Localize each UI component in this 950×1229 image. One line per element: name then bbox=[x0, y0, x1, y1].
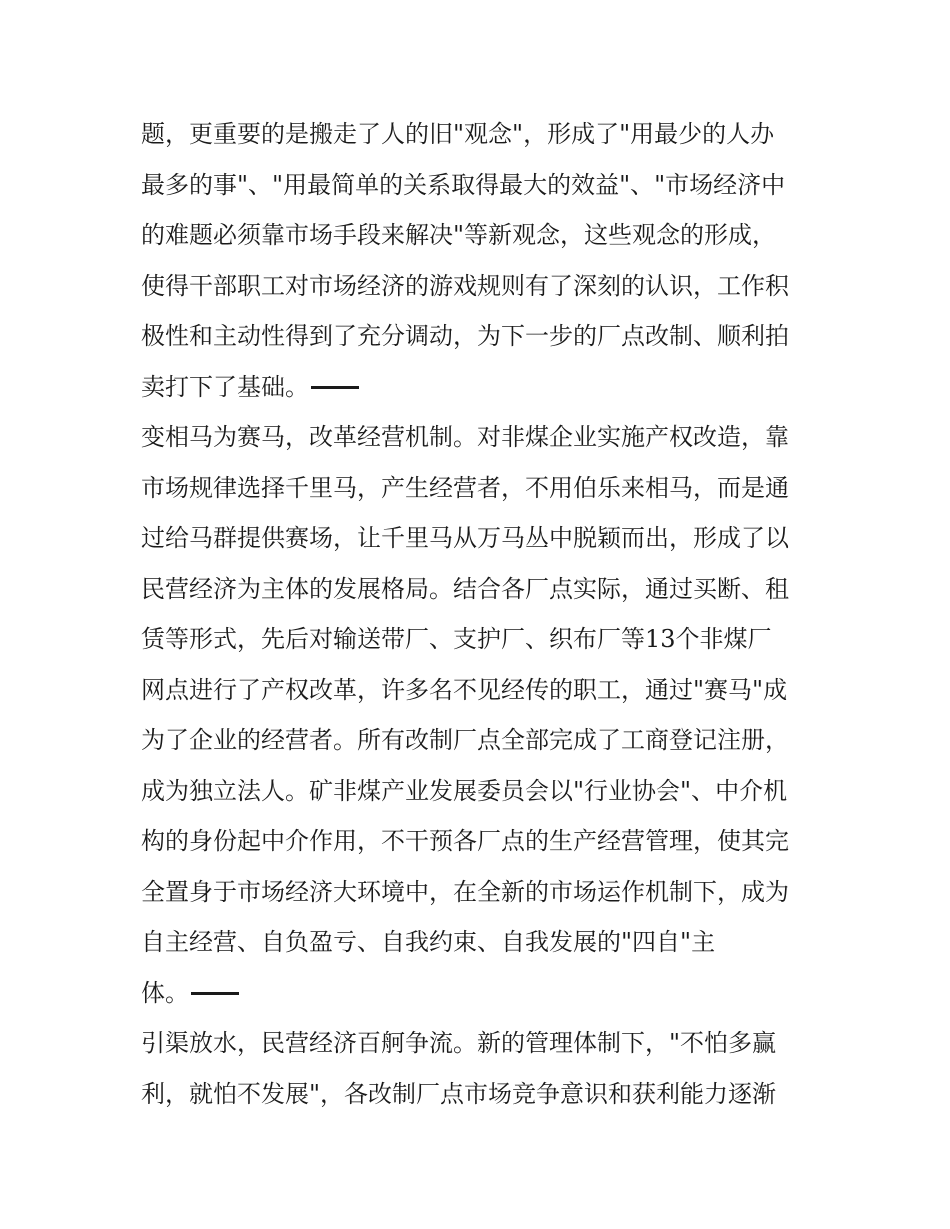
paragraph-2 bbox=[141, 412, 813, 1018]
text-line: 自主经营、自负盈亏、自我约束、自我发展的"四自"主 bbox=[141, 928, 716, 956]
text-line-last bbox=[141, 362, 813, 413]
line-text: 体。 bbox=[141, 978, 189, 1007]
text-line: 过给马群提供赛场，让千里马从万马丛中脱颖而出，形成了以 bbox=[141, 524, 789, 552]
paragraph-1 bbox=[141, 109, 813, 412]
paragraph-3 bbox=[141, 1018, 813, 1119]
text-line: 赁等形式，先后对输送带厂、支护厂、织布厂等13个非煤厂 bbox=[141, 625, 772, 653]
text-line: 市场规律选择千里马，产生经营者，不用伯乐来相马，而是通 bbox=[141, 473, 789, 502]
text-line: 全置身于市场经济大环境中，在全新的市场运作机制下，成为 bbox=[141, 877, 789, 906]
text-line: 成为独立法人。矿非煤产业发展委员会以"行业协会"、中介机 bbox=[141, 776, 788, 805]
text-line: 变相马为赛马，改革经营机制。对非煤企业实施产权改造，靠 bbox=[141, 423, 789, 451]
text-line: 最多的事"、"用最简单的关系取得最大的效益"、"市场经济中 bbox=[141, 170, 786, 199]
text-line: 民营经济为主体的发展格局。结合各厂点实际，通过买断、租 bbox=[141, 574, 789, 603]
text-line: 使得干部职工对市场经济的游戏规则有了深刻的认识，工作积 bbox=[141, 271, 789, 300]
em-dash-rule bbox=[311, 386, 359, 389]
text-line: 为了企业的经营者。所有改制厂点全部完成了工商登记注册， bbox=[141, 726, 789, 754]
text-line: 极性和主动性得到了充分调动，为下一步的厂点改制、顺利拍 bbox=[141, 322, 789, 350]
text-line: 的难题必须靠市场手段来解决"等新观念，这些观念的形成， bbox=[141, 221, 777, 249]
text-line: 题，更重要的是搬走了人的旧"观念"，形成了"用最少的人办 bbox=[141, 120, 775, 148]
text-line-last bbox=[141, 968, 813, 1019]
text-line: 网点进行了产权改革，许多名不见经传的职工，通过"赛马"成 bbox=[141, 675, 788, 704]
line-text: 卖打下了基础。 bbox=[141, 372, 309, 401]
text-line: 利，就怕不发展"，各改制厂点市场竞争意识和获利能力逐渐 bbox=[141, 1079, 777, 1108]
document-page bbox=[141, 109, 813, 1119]
text-line: 构的身份起中介作用，不干预各厂点的生产经营管理，使其完 bbox=[141, 827, 789, 855]
em-dash-rule bbox=[191, 992, 239, 995]
text-line: 引渠放水，民营经济百舸争流。新的管理体制下，"不怕多赢 bbox=[141, 1029, 777, 1057]
